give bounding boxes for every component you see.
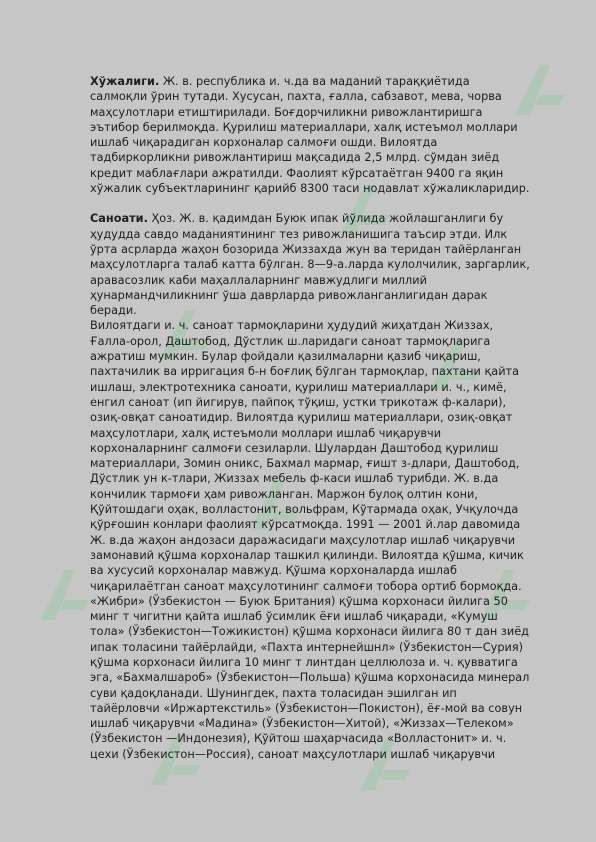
- economy-paragraph: [90, 74, 530, 196]
- industry-text-continued: Вилоятдаги и. ч. саноат тармоқларини ҳудудий жиҳатдан Жиззах, Ғалла-орол, Даштобод, Дўстлик ш.ларидаги саноат тармоқларига ажратиш мумкин. Булар фойдали қазилмаларни қазиб чиқариш, пахтачилик ва ирригация б-н боғлиқ бўлган тармоқлар, пахтани қайта ишлаш, электротехника саноати, қурилиш материаллари и. ч., кимё, енгил саноат (ип йигирув, пайпоқ тўқиш, устки трикотаж ф-калари), озиқ-овқат саноатидир. Вилоятда қурилиш материаллари, озиқ-овқат маҳсулотлари, халқ истеъмоли моллари ишлаб чиқарувчи корхоналарнинг салмоғи сезиларли. Шулардан Даштобод қурилиш материаллари, Зомин оникс, Бахмал мармар, ғишт з-длари, Даштобод, Дўстлик ун к-тлари, Жиззах мебель ф-каси ишлаб турибди. Ж. в.да кончилик тармоғи ҳам ривожланган. Маржон булоқ олтин кони, Қўйтошдаги оҳак, волластонит, вольфрам, Кўтармада оҳак, Учқулочда қўрғошин конлари фаолият кўрсатмоқда. 1991 — 2001 й.лар давомида Ж. в.да жаҳон андозаси даражасидаги маҳсулотлар ишлаб чиқарувчи замонавий қўшма корхоналар ташкил қилинди. Вилоятда қўшма, кичик ва хусусий корхоналар мавжуд. Қўшма корхоналарда ишлаб чиқарилаётган саноат маҳсулотининг салмоғи тобора ортиб бормоқда. «Жибри» (Ўзбекистон — Буюк Британия) қўшма корхонаси йилига 50 минг т чигитни қайта ишлаб ўсимлик ёғи ишлаб чиқаради, «Кумуш тола» (Ўзбекистон—Тожикистон) қўшма корхонаси йилига 80 т дан зиёд ипак толасини тайёрлайди, «Пахта интернейшнл» (Ўзбекистон—Сурия) қўшма корхонаси йилига 10 минг т линтдан целлюлоза и. ч. қувватига эга, «Бахмалшароб» (Ўзбекистон—Польша) қўшма корхонасида минерал суви қадоқланади. Шунингдек, пахта толасидан эшилган ип тайёрловчи «Иржартекстиль» (Ўзбекистон—Покистон), ёғ-мой ва совун ишлаб чиқарувчи «Мадина» (Ўзбекистон—Хитой), «Жиззах—Телеком» (Ўзбекистон —Индонезия), Қўйтош шаҳарчасида «Волластонит» и. ч. цехи (Ўзбекистон—Россия), саноат маҳсулотлари ишлаб чиқарувчи: [90, 319, 530, 761]
- economy-text: Ж. в. республика и. ч.да ва маданий тараққиётида салмоқли ўрин тутади. Хусусан, пахта, ғалла, сабзавот, мева, чорва маҳсулотлари етиштирилади. Боғдорчиликни ривожлантиришга эътибор берилмоқда. Қурилиш материаллари, халқ истеъмол моллари ишлаб чиқарадиган корхоналар салмоғи ошди. Вилоятда тадбиркорликни ривожлантириш мақсадида 2,5 млрд. сўмдан зиёд кредит маблағлари ажратилди. Фаолият кўрсатаётган 9400 га яқин хўжалик субъектларининг қарийб 8300 таси нодавлат хўжаликларидир.: [90, 75, 530, 196]
- industry-paragraph: [90, 211, 530, 318]
- article-body: [90, 74, 530, 762]
- industry-heading: Саноати.: [90, 212, 148, 226]
- economy-heading: Хўжалиги.: [90, 75, 160, 88]
- industry-text: Ҳоз. Ж. в. қадимдан Буюк ипак йўлида жойлашганлиги бу ҳудудда савдо маданиятининг тез ривожланишига таъсир этди. Илк ўрта асрларда жаҳон бозорида Жиззахда жун ва теридан тайёрланган маҳсулотларга талаб катта бўлган. 8—9-а.ларда кулолчилик, заргарлик, аравасозлик каби маҳаллаларнинг мавжудлиги миллий ҳунармандчиликнинг ўша даврларда ривожланганлигидан дарак беради.: [90, 212, 530, 318]
- industry-paragraph-continued: [90, 318, 530, 762]
- paragraph-spacer: [90, 196, 530, 211]
